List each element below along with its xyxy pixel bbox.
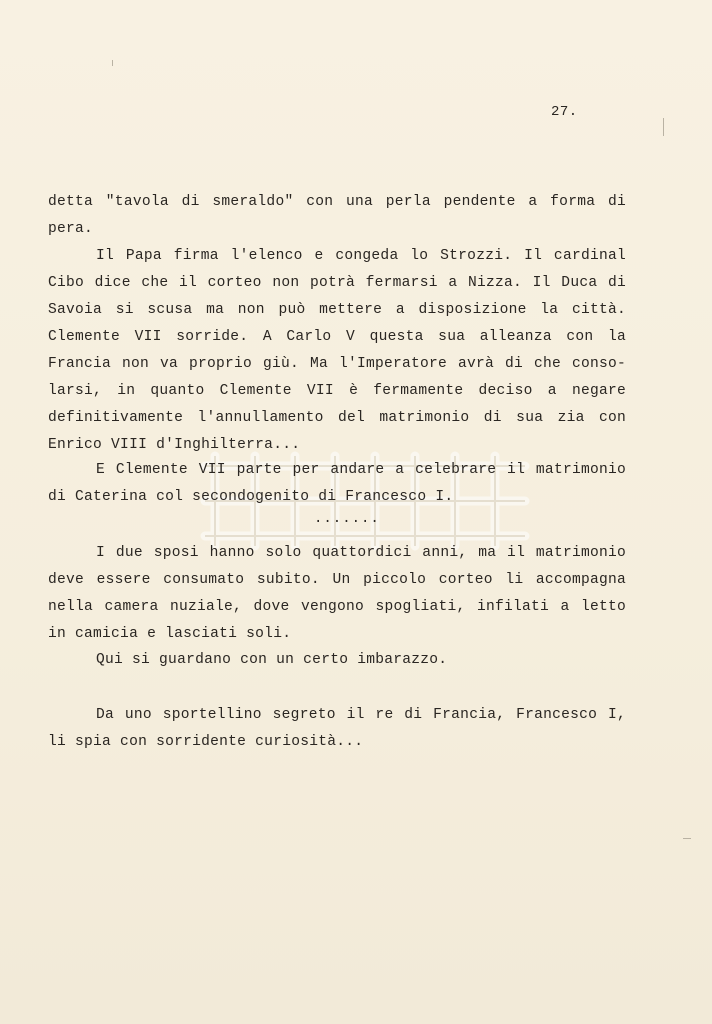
text-line: I due sposi hanno solo quattordici anni, ma il matrimonio xyxy=(96,545,626,561)
text-line: Clemente VII sorride. A Carlo V questa sua alleanza con la xyxy=(48,329,626,345)
text-line: pera. xyxy=(48,221,94,237)
text-line: Francia non va proprio giù. Ma l'Imperatore avrà di che conso- xyxy=(48,356,626,372)
paper-mark xyxy=(683,838,691,839)
text-line: Da uno sportellino segreto il re di Francia, Francesco I, xyxy=(96,707,626,723)
page-number: 27. xyxy=(551,104,578,120)
text-line: in camicia e lasciati soli. xyxy=(48,626,292,642)
text-line: E Clemente VII parte per andare a celebrare il matrimonio xyxy=(96,462,626,478)
text-line: li spia con sorridente curiosità... xyxy=(48,734,364,750)
text-line: di Caterina col secondogenito di Francesco I. xyxy=(48,489,454,505)
paper-mark xyxy=(663,118,664,136)
text-line: Savoia si scusa ma non può mettere a disposizione la città. xyxy=(48,302,626,318)
text-line: definitivamente l'annullamento del matrimonio di sua zia con xyxy=(48,410,626,426)
text-line: deve essere consumato subito. Un piccolo corteo li accompagna xyxy=(48,572,626,588)
text-line: Enrico VIII d'Inghilterra... xyxy=(48,437,301,453)
paper-mark xyxy=(112,60,113,66)
text-line: detta "tavola di smeraldo" con una perla pendente a forma di xyxy=(48,194,626,210)
text-line: nella camera nuziale, dove vengono spogliati, infilati a letto xyxy=(48,599,626,615)
section-separator: ······· xyxy=(314,514,380,530)
text-line: Cibo dice che il corteo non potrà fermarsi a Nizza. Il Duca di xyxy=(48,275,626,291)
text-line: larsi, in quanto Clemente VII è fermamente deciso a negare xyxy=(48,383,626,399)
text-line: Il Papa firma l'elenco e congeda lo Strozzi. Il cardinal xyxy=(96,248,626,264)
text-line: Qui si guardano con un certo imbarazzo. xyxy=(96,652,448,668)
